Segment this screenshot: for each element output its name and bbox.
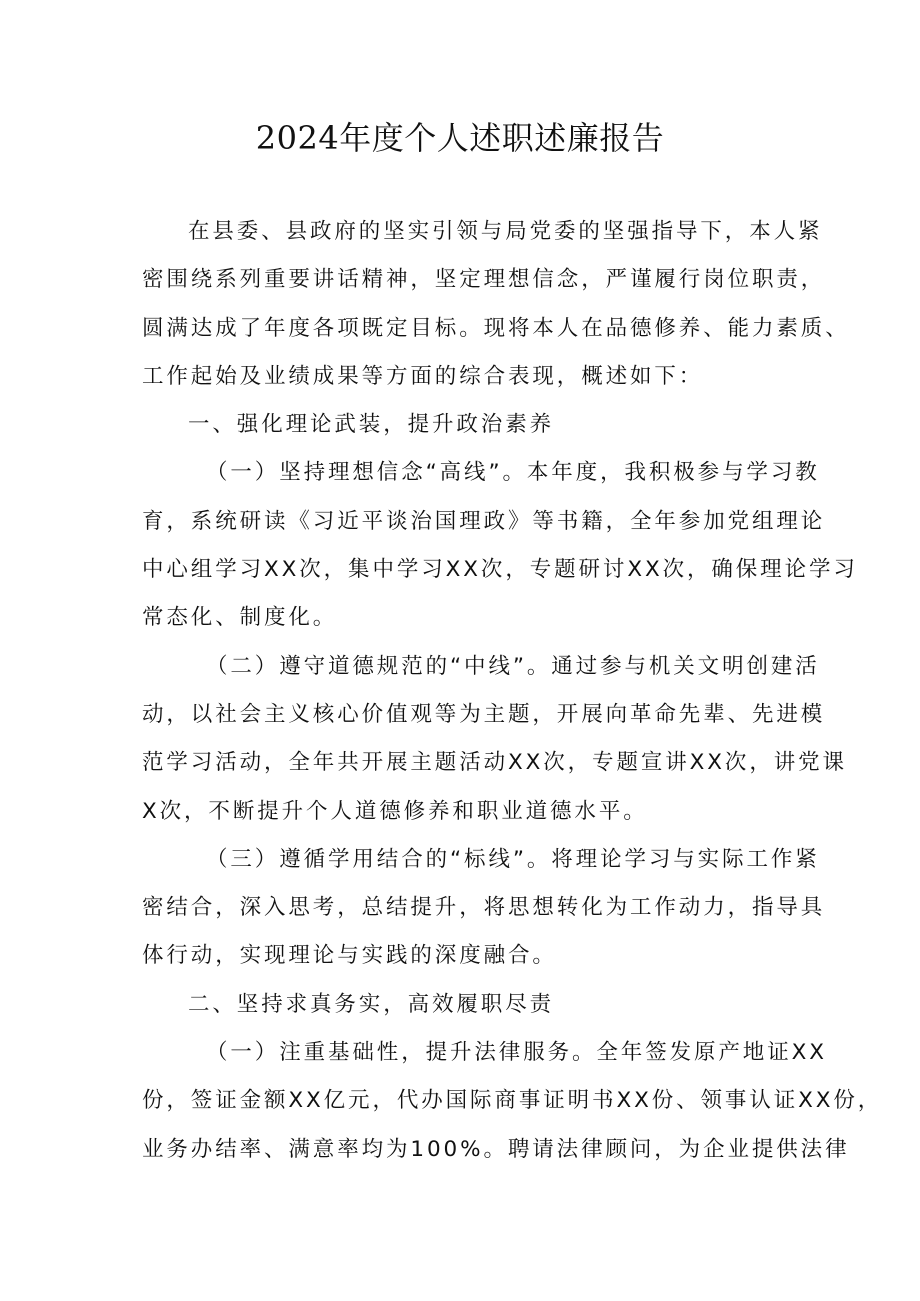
- text-line: 常态化、制度化。: [142, 605, 338, 631]
- section-heading-1: [142, 401, 804, 449]
- text-line: 范学习活动，全年共开展主题活动XX次，专题宣讲XX次，讲党课: [142, 750, 847, 776]
- text-line: 工作起始及业绩成果等方面的综合表现，概述如下：: [142, 363, 704, 389]
- text-line: X次，不断提升个人道德修养和职业道德水平。: [142, 798, 648, 824]
- intro-paragraph: [142, 208, 850, 401]
- text-line: 在县委、县政府的坚实引领与局党委的坚强指导下，本人紧: [188, 219, 823, 244]
- document-title: 2024年度个人述职述廉报告: [255, 119, 665, 157]
- subsection-paragraph: [142, 449, 858, 642]
- section-heading: 一、强化理论武装，提升政治素养: [188, 412, 555, 438]
- text-line: 育，系统研读《习近平谈治国理政》等书籍，全年参加党组理论: [142, 508, 826, 534]
- text-line: （一）坚持理想信念“高线”。本年度，我积极参与学习教: [206, 460, 820, 486]
- text-line: 密结合，深入思考，总结提升，将思想转化为工作动力，指导具: [142, 895, 826, 921]
- subsection-paragraph: [142, 836, 826, 981]
- text-line: （三）遵循学用结合的“标线”。将理论学习与实际工作紧: [206, 846, 820, 872]
- text-line: 圆满达成了年度各项既定目标。现将本人在品德修养、能力素质、: [142, 315, 850, 341]
- document-body: [142, 208, 883, 1174]
- text-line: （一）注重基础性，提升法律服务。全年签发原产地证XX: [206, 1040, 827, 1066]
- text-line: 业务办结率、满意率均为100%。聘请法律顾问，为企业提供法律: [142, 1136, 850, 1162]
- text-line: 密围绕系列重要讲话精神，坚定理想信念，严谨履行岗位职责，: [142, 267, 826, 293]
- text-line: 体行动，实现理论与实践的深度融合。: [142, 943, 557, 969]
- subsection-paragraph: [142, 1029, 883, 1174]
- text-line: 中心组学习XX次，集中学习XX次，专题研讨XX次，确保理论学习: [142, 557, 858, 583]
- section-heading-2: [142, 981, 804, 1029]
- text-line: 动，以社会主义核心价值观等为主题，开展向革命先辈、先进模: [142, 701, 826, 727]
- text-line: （二）遵守道德规范的“中线”。通过参与机关文明创建活: [206, 653, 820, 679]
- text-line: 份，签证金额XX亿元，代办国际商事证明书XX份、领事认证XX份，: [142, 1088, 883, 1114]
- subsection-paragraph: [142, 643, 847, 836]
- section-heading: 二、坚持求真务实，高效履职尽责: [188, 991, 555, 1017]
